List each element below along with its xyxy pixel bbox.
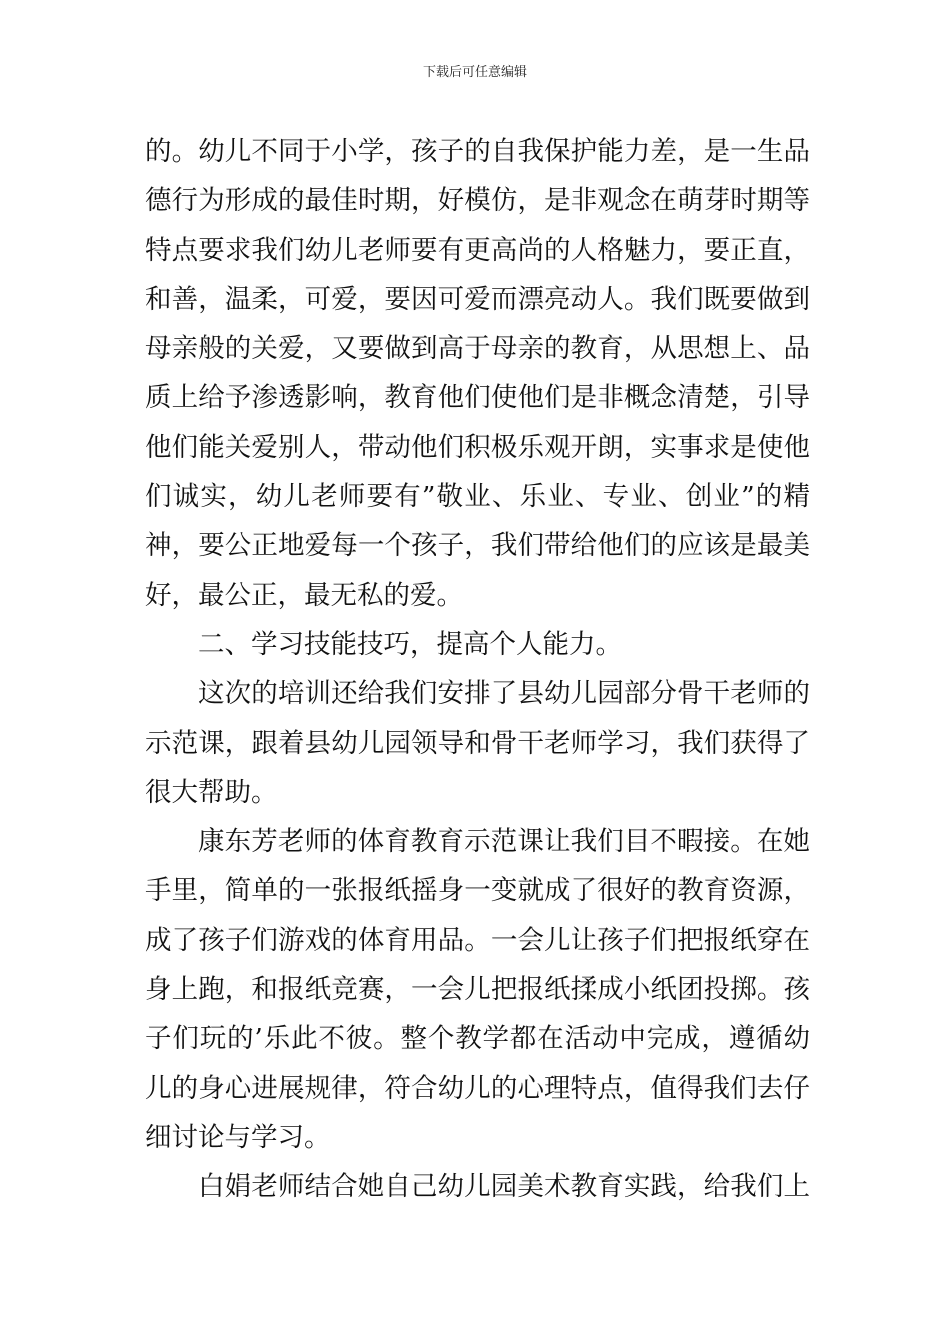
text-line: 白娟老师结合她自己幼儿园美术教育实践，给我们上 [198,1171,810,1203]
text-line: 成了孩子们游戏的体育用品。一会儿让孩子们把报纸穿在 [145,924,810,956]
text-line: 子们玩的’乐此不彼。整个教学都在活动中完成，遵循幼 [145,1023,810,1055]
text-line: 和善，温柔，可爱，要因可爱而漂亮动人。我们既要做到 [145,283,810,315]
text-line: 手里，简单的一张报纸摇身一变就成了很好的教育资源， [145,875,810,907]
text-line: 好，最公正，最无私的爱。 [145,579,463,611]
text-line: 的。幼儿不同于小学，孩子的自我保护能力差，是一生品 [145,136,810,167]
text-line: 身上跑，和报纸竞赛，一会儿把报纸揉成小纸团投掷。孩 [145,974,810,1006]
text-line: 二、学习技能技巧，提高个人能力。 [198,628,622,660]
text-line: 母亲般的关爱，又要做到高于母亲的教育，从思想上、品 [145,333,810,365]
text-line: 儿的身心进展规律，符合幼儿的心理特点，值得我们去仔 [145,1072,810,1104]
document-body [145,127,810,1212]
text-line: 们诚实，幼儿老师要有”敬业、乐业、专业、创业”的精 [145,481,810,513]
text-line: 特点要求我们幼儿老师要有更高尚的人格魅力，要正直， [145,234,810,266]
text-line: 质上给予渗透影响，教育他们使他们是非概念清楚，引导 [145,382,810,414]
text-line: 德行为形成的最佳时期，好模仿，是非观念在萌芽时期等 [145,185,810,217]
text-line: 细讨论与学习。 [145,1121,331,1153]
text-line: 神，要公正地爱每一个孩子，我们带给他们的应该是最美 [145,530,810,562]
text-line: 很大帮助。 [145,776,278,808]
text-line: 康东芳老师的体育教育示范课让我们目不暇接。在她 [198,826,810,858]
page-header: 下载后可任意编辑 [422,65,527,80]
text-line: 这次的培训还给我们安排了县幼儿园部分骨干老师的 [198,678,810,710]
text-line: 示范课，跟着县幼儿园领导和骨干老师学习，我们获得了 [145,727,810,759]
text-line: 他们能关爱别人，带动他们积极乐观开朗，实事求是使他 [145,431,810,463]
